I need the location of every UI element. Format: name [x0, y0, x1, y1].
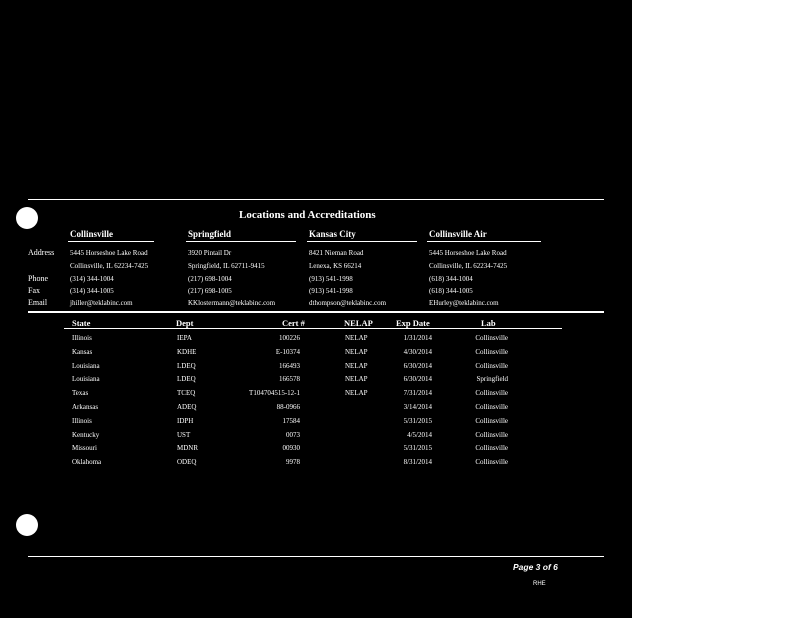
table-cell-nelap: NELAP: [345, 361, 368, 370]
table-cell-cert: 00930: [282, 444, 300, 453]
table-cell-lab: Collinsville: [475, 389, 508, 398]
table-cell-dept: ADEQ: [177, 403, 197, 411]
location-underline: [186, 241, 296, 242]
table-cell-lab: Collinsville: [475, 361, 508, 370]
address-line-1: 3920 Pintail Dr: [188, 249, 232, 257]
table-cell-cert: 166578: [279, 375, 300, 384]
table-cell-exp-date: 5/31/2015: [403, 416, 432, 425]
table-cell-exp-date: 6/30/2014: [403, 361, 432, 370]
row-label-fax: Fax: [28, 286, 40, 295]
table-cell-nelap: NELAP: [345, 389, 368, 398]
section-rule: [28, 311, 604, 313]
table-cell-state: Texas: [72, 389, 89, 398]
page-title: Locations and Accreditations: [239, 209, 376, 221]
row-label-phone: Phone: [28, 274, 48, 283]
punch-hole-bottom: [16, 514, 38, 536]
table-cell-lab: Collinsville: [475, 458, 508, 467]
table-header-rule: [64, 328, 562, 329]
address-line-2: Lenexa, KS 66214: [309, 262, 362, 270]
table-cell-lab: Collinsville: [475, 430, 508, 439]
table-cell-exp-date: 1/31/2014: [403, 334, 432, 342]
table-header-dept: Dept: [176, 318, 194, 328]
table-cell-dept: LDEQ: [177, 375, 196, 384]
bottom-rule: [28, 556, 604, 557]
table-cell-state: Illinois: [72, 334, 92, 342]
punch-hole-top: [16, 207, 38, 229]
table-cell-dept: UST: [177, 430, 191, 439]
table-cell-lab: Collinsville: [475, 334, 508, 342]
location-underline: [68, 241, 154, 242]
email-address: EHurley@teklabinc.com: [429, 299, 499, 307]
address-line-2: Springfield, IL 62711-9415: [188, 262, 265, 270]
table-cell-dept: TCEQ: [177, 389, 196, 398]
location-underline: [427, 241, 541, 242]
table-header-cert: Cert #: [282, 318, 305, 328]
table-cell-nelap: NELAP: [345, 375, 368, 384]
table-cell-dept: IDPH: [177, 416, 194, 425]
table-cell-cert: 88-0966: [276, 403, 300, 411]
footer-code: RHE: [533, 581, 546, 587]
table-cell-lab: Collinsville: [475, 444, 508, 453]
table-cell-cert: T104704515-12-1: [249, 389, 300, 398]
table-cell-cert: E-10374: [275, 347, 300, 356]
table-cell-cert: 0073: [286, 430, 300, 439]
table-cell-lab: Collinsville: [475, 416, 508, 425]
table-cell-state: Arkansas: [72, 403, 99, 411]
table-cell-state: Kansas: [72, 347, 93, 356]
table-cell-state: Oklahoma: [72, 458, 102, 467]
table-cell-lab: Springfield: [476, 375, 508, 384]
table-cell-lab: Collinsville: [475, 403, 508, 411]
table-cell-exp-date: 5/31/2015: [403, 444, 432, 453]
table-header-exp-date: Exp Date: [396, 318, 430, 328]
email-address: dthompson@teklabinc.com: [309, 299, 387, 307]
address-line-2: Collinsville, IL 62234-7425: [70, 262, 149, 270]
location-name-kansas-city: Kansas City: [309, 229, 356, 239]
table-cell-nelap: NELAP: [345, 347, 368, 356]
location-underline: [307, 241, 417, 242]
table-cell-dept: LDEQ: [177, 361, 196, 370]
address-line-1: 5445 Horseshoe Lake Road: [70, 249, 148, 257]
table-cell-nelap: NELAP: [345, 334, 368, 342]
table-cell-dept: KDHE: [177, 347, 197, 356]
table-cell-exp-date: 6/30/2014: [403, 375, 432, 384]
phone-number: (618) 344-1004: [429, 275, 473, 283]
phone-number: (913) 541-1998: [309, 275, 353, 283]
row-label-address: Address: [28, 248, 55, 257]
fax-number: (314) 344-1005: [70, 287, 114, 295]
table-cell-dept: MDNR: [177, 444, 199, 453]
location-name-collinsville: Collinsville: [70, 229, 114, 239]
table-cell-state: Illinois: [72, 416, 92, 425]
table-cell-exp-date: 7/31/2014: [403, 389, 432, 398]
address-line-1: 5445 Horseshoe Lake Road: [429, 249, 507, 257]
page-number: Page 3 of 6: [513, 562, 558, 572]
table-cell-dept: ODEQ: [177, 458, 197, 467]
fax-number: (618) 344-1005: [429, 287, 473, 295]
email-address: KKlostermann@teklabinc.com: [188, 299, 276, 307]
table-cell-state: Missouri: [72, 444, 97, 453]
table-cell-exp-date: 8/31/2014: [403, 458, 432, 467]
address-line-2: Collinsville, IL 62234-7425: [429, 262, 508, 270]
table-cell-cert: 17584: [282, 416, 300, 425]
table-cell-exp-date: 3/14/2014: [403, 403, 432, 411]
fax-number: (217) 698-1005: [188, 287, 232, 295]
table-cell-state: Louisiana: [72, 361, 100, 370]
location-name-springfield: Springfield: [188, 229, 232, 239]
table-cell-exp-date: 4/5/2014: [407, 430, 432, 439]
fax-number: (913) 541-1998: [309, 287, 353, 295]
table-header-lab: Lab: [481, 318, 496, 328]
table-cell-state: Louisiana: [72, 375, 100, 384]
address-line-1: 8421 Nieman Road: [309, 249, 364, 257]
table-cell-dept: IEPA: [177, 334, 192, 342]
top-rule: [28, 199, 604, 200]
row-label-email: Email: [28, 298, 48, 307]
table-header-nelap: NELAP: [344, 318, 373, 328]
phone-number: (217) 698-1004: [188, 275, 232, 283]
location-name-collinsville-air: Collinsville Air: [429, 229, 487, 239]
table-cell-cert: 166493: [279, 361, 300, 370]
phone-number: (314) 344-1004: [70, 275, 114, 283]
table-cell-cert: 9978: [286, 458, 300, 467]
table-cell-cert: 100226: [279, 334, 300, 342]
table-header-state: State: [72, 318, 91, 328]
table-cell-exp-date: 4/30/2014: [403, 347, 432, 356]
email-address: jhiller@teklabinc.com: [70, 299, 133, 307]
table-cell-lab: Collinsville: [475, 347, 508, 356]
table-cell-state: Kentucky: [72, 430, 100, 439]
